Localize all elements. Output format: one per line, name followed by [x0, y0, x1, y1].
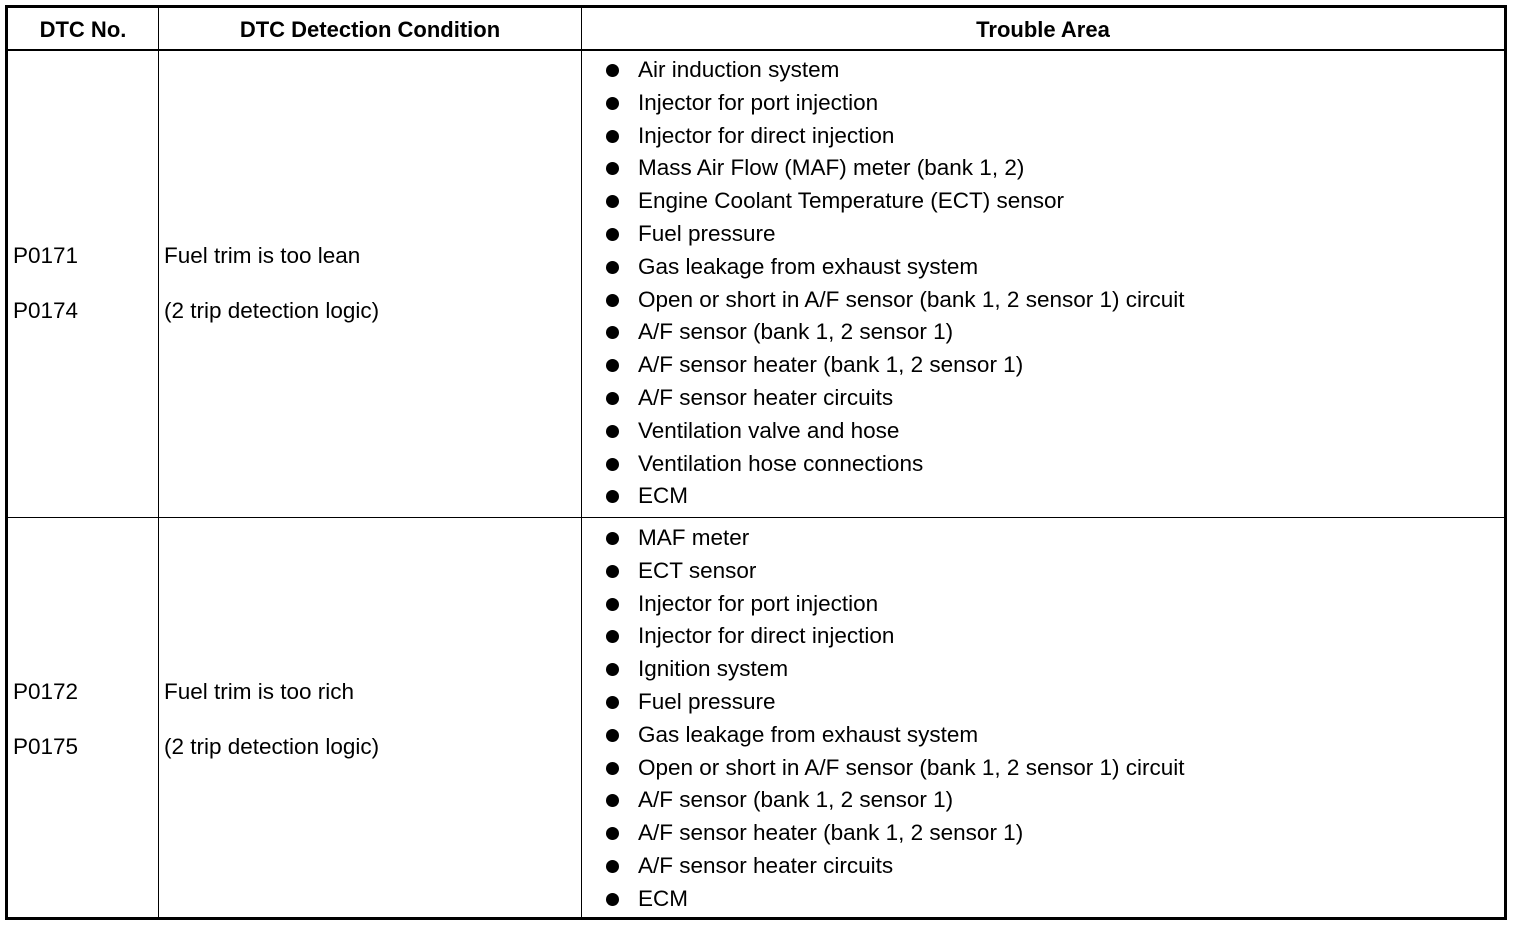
- bullet-icon: [606, 392, 619, 405]
- bullet-icon: [606, 162, 619, 175]
- trouble-area-text: A/F sensor (bank 1, 2 sensor 1): [638, 319, 954, 345]
- bullet-icon: [606, 359, 619, 372]
- trouble-area-item: [606, 185, 1185, 218]
- trouble-area-text: ECT sensor: [638, 557, 757, 583]
- trouble-area-item: [606, 752, 1185, 785]
- bullet-icon: [606, 490, 619, 503]
- trouble-area-item: [606, 349, 1185, 382]
- header-detection-condition: DTC Detection Condition: [239, 16, 501, 42]
- bullet-icon: [606, 261, 619, 274]
- bullet-icon: [606, 696, 619, 709]
- dtc-code: P0175: [13, 734, 79, 759]
- bullet-icon: [606, 326, 619, 339]
- bullet-icon: [606, 630, 619, 643]
- trouble-area-item: [606, 448, 1185, 481]
- bullet-icon: [606, 794, 619, 807]
- trouble-area-text: A/F sensor heater circuits: [638, 852, 894, 878]
- column-divider: [581, 8, 582, 917]
- trouble-area-text: MAF meter: [638, 525, 750, 550]
- trouble-area-text: Open or short in A/F sensor (bank 1, 2 sensor 1) circuit: [638, 754, 1185, 780]
- trouble-area-item: [606, 316, 1185, 349]
- trouble-area-text: A/F sensor heater circuits: [638, 384, 894, 410]
- trouble-area-item: [606, 555, 1185, 588]
- trouble-area-text: Engine Coolant Temperature (ECT) sensor: [638, 188, 1065, 214]
- trouble-area-item: [606, 251, 1185, 284]
- bullet-icon: [606, 729, 619, 742]
- bullet-icon: [606, 893, 619, 906]
- trouble-area-text: A/F sensor heater (bank 1, 2 sensor 1): [638, 820, 1024, 846]
- trouble-area-item: [606, 686, 1185, 719]
- bullet-icon: [606, 228, 619, 241]
- column-divider: [158, 8, 159, 917]
- bullet-icon: [606, 860, 619, 873]
- trouble-area-item: [606, 784, 1185, 817]
- bullet-icon: [606, 532, 619, 545]
- dtc-code: P0172: [13, 679, 79, 704]
- bullet-icon: [606, 130, 619, 143]
- trouble-area-text: Fuel pressure: [638, 220, 776, 246]
- trouble-area-item: [606, 817, 1185, 850]
- trouble-area-text: Mass Air Flow (MAF) meter (bank 1, 2): [638, 155, 1025, 181]
- bullet-icon: [606, 425, 619, 438]
- dtc-table: [5, 5, 1507, 920]
- bullet-icon: [606, 565, 619, 578]
- trouble-area-text: Gas leakage from exhaust system: [638, 253, 979, 279]
- bullet-icon: [606, 97, 619, 110]
- trouble-area-item: [606, 480, 1185, 513]
- trouble-area-item: [606, 120, 1185, 153]
- dtc-code: P0174: [13, 298, 79, 323]
- trouble-area-text: Injector for port injection: [638, 590, 879, 616]
- header-dtc-no: DTC No.: [39, 16, 127, 42]
- trouble-area-item: [606, 284, 1185, 317]
- trouble-area-item: [606, 850, 1185, 883]
- bullet-icon: [606, 762, 619, 775]
- trouble-area-text: Injector for direct injection: [638, 623, 895, 649]
- trouble-area-text: Ventilation valve and hose: [638, 417, 900, 443]
- trouble-area-text: Air induction system: [638, 57, 840, 82]
- trouble-area-text: A/F sensor (bank 1, 2 sensor 1): [638, 787, 954, 813]
- trouble-area-item: [606, 588, 1185, 621]
- trouble-area-list: [606, 522, 1185, 916]
- bullet-icon: [606, 458, 619, 471]
- trouble-area-item: [606, 522, 1185, 555]
- trouble-area-item: [606, 653, 1185, 686]
- detection-logic: (2 trip detection logic): [164, 298, 380, 323]
- detection-condition: Fuel trim is too rich: [164, 679, 355, 704]
- trouble-area-text: ECM: [638, 483, 688, 509]
- trouble-area-item: [606, 152, 1185, 185]
- trouble-area-list: [606, 54, 1185, 513]
- trouble-area-item: [606, 382, 1185, 415]
- bullet-icon: [606, 294, 619, 307]
- detection-logic: (2 trip detection logic): [164, 734, 380, 759]
- trouble-area-item: [606, 415, 1185, 448]
- trouble-area-text: Injector for direct injection: [638, 122, 895, 148]
- row-divider: [8, 517, 1504, 518]
- bullet-icon: [606, 663, 619, 676]
- trouble-area-text: Ignition system: [638, 656, 789, 682]
- trouble-area-text: Ventilation hose connections: [638, 450, 924, 476]
- trouble-area-text: Open or short in A/F sensor (bank 1, 2 sensor 1) circuit: [638, 286, 1185, 312]
- trouble-area-text: Injector for port injection: [638, 89, 879, 115]
- bullet-icon: [606, 195, 619, 208]
- trouble-area-text: Gas leakage from exhaust system: [638, 721, 979, 747]
- header-trouble-area: Trouble Area: [976, 16, 1110, 42]
- trouble-area-item: [606, 883, 1185, 916]
- detection-condition: Fuel trim is too lean: [164, 243, 361, 268]
- trouble-area-item: [606, 87, 1185, 120]
- dtc-code: P0171: [13, 243, 79, 268]
- trouble-area-item: [606, 54, 1185, 87]
- bullet-icon: [606, 827, 619, 840]
- trouble-area-item: [606, 719, 1185, 752]
- bullet-icon: [606, 64, 619, 77]
- bullet-icon: [606, 598, 619, 611]
- trouble-area-item: [606, 620, 1185, 653]
- trouble-area-text: Fuel pressure: [638, 688, 776, 714]
- trouble-area-text: A/F sensor heater (bank 1, 2 sensor 1): [638, 352, 1024, 378]
- trouble-area-text: ECM: [638, 885, 688, 911]
- trouble-area-item: [606, 218, 1185, 251]
